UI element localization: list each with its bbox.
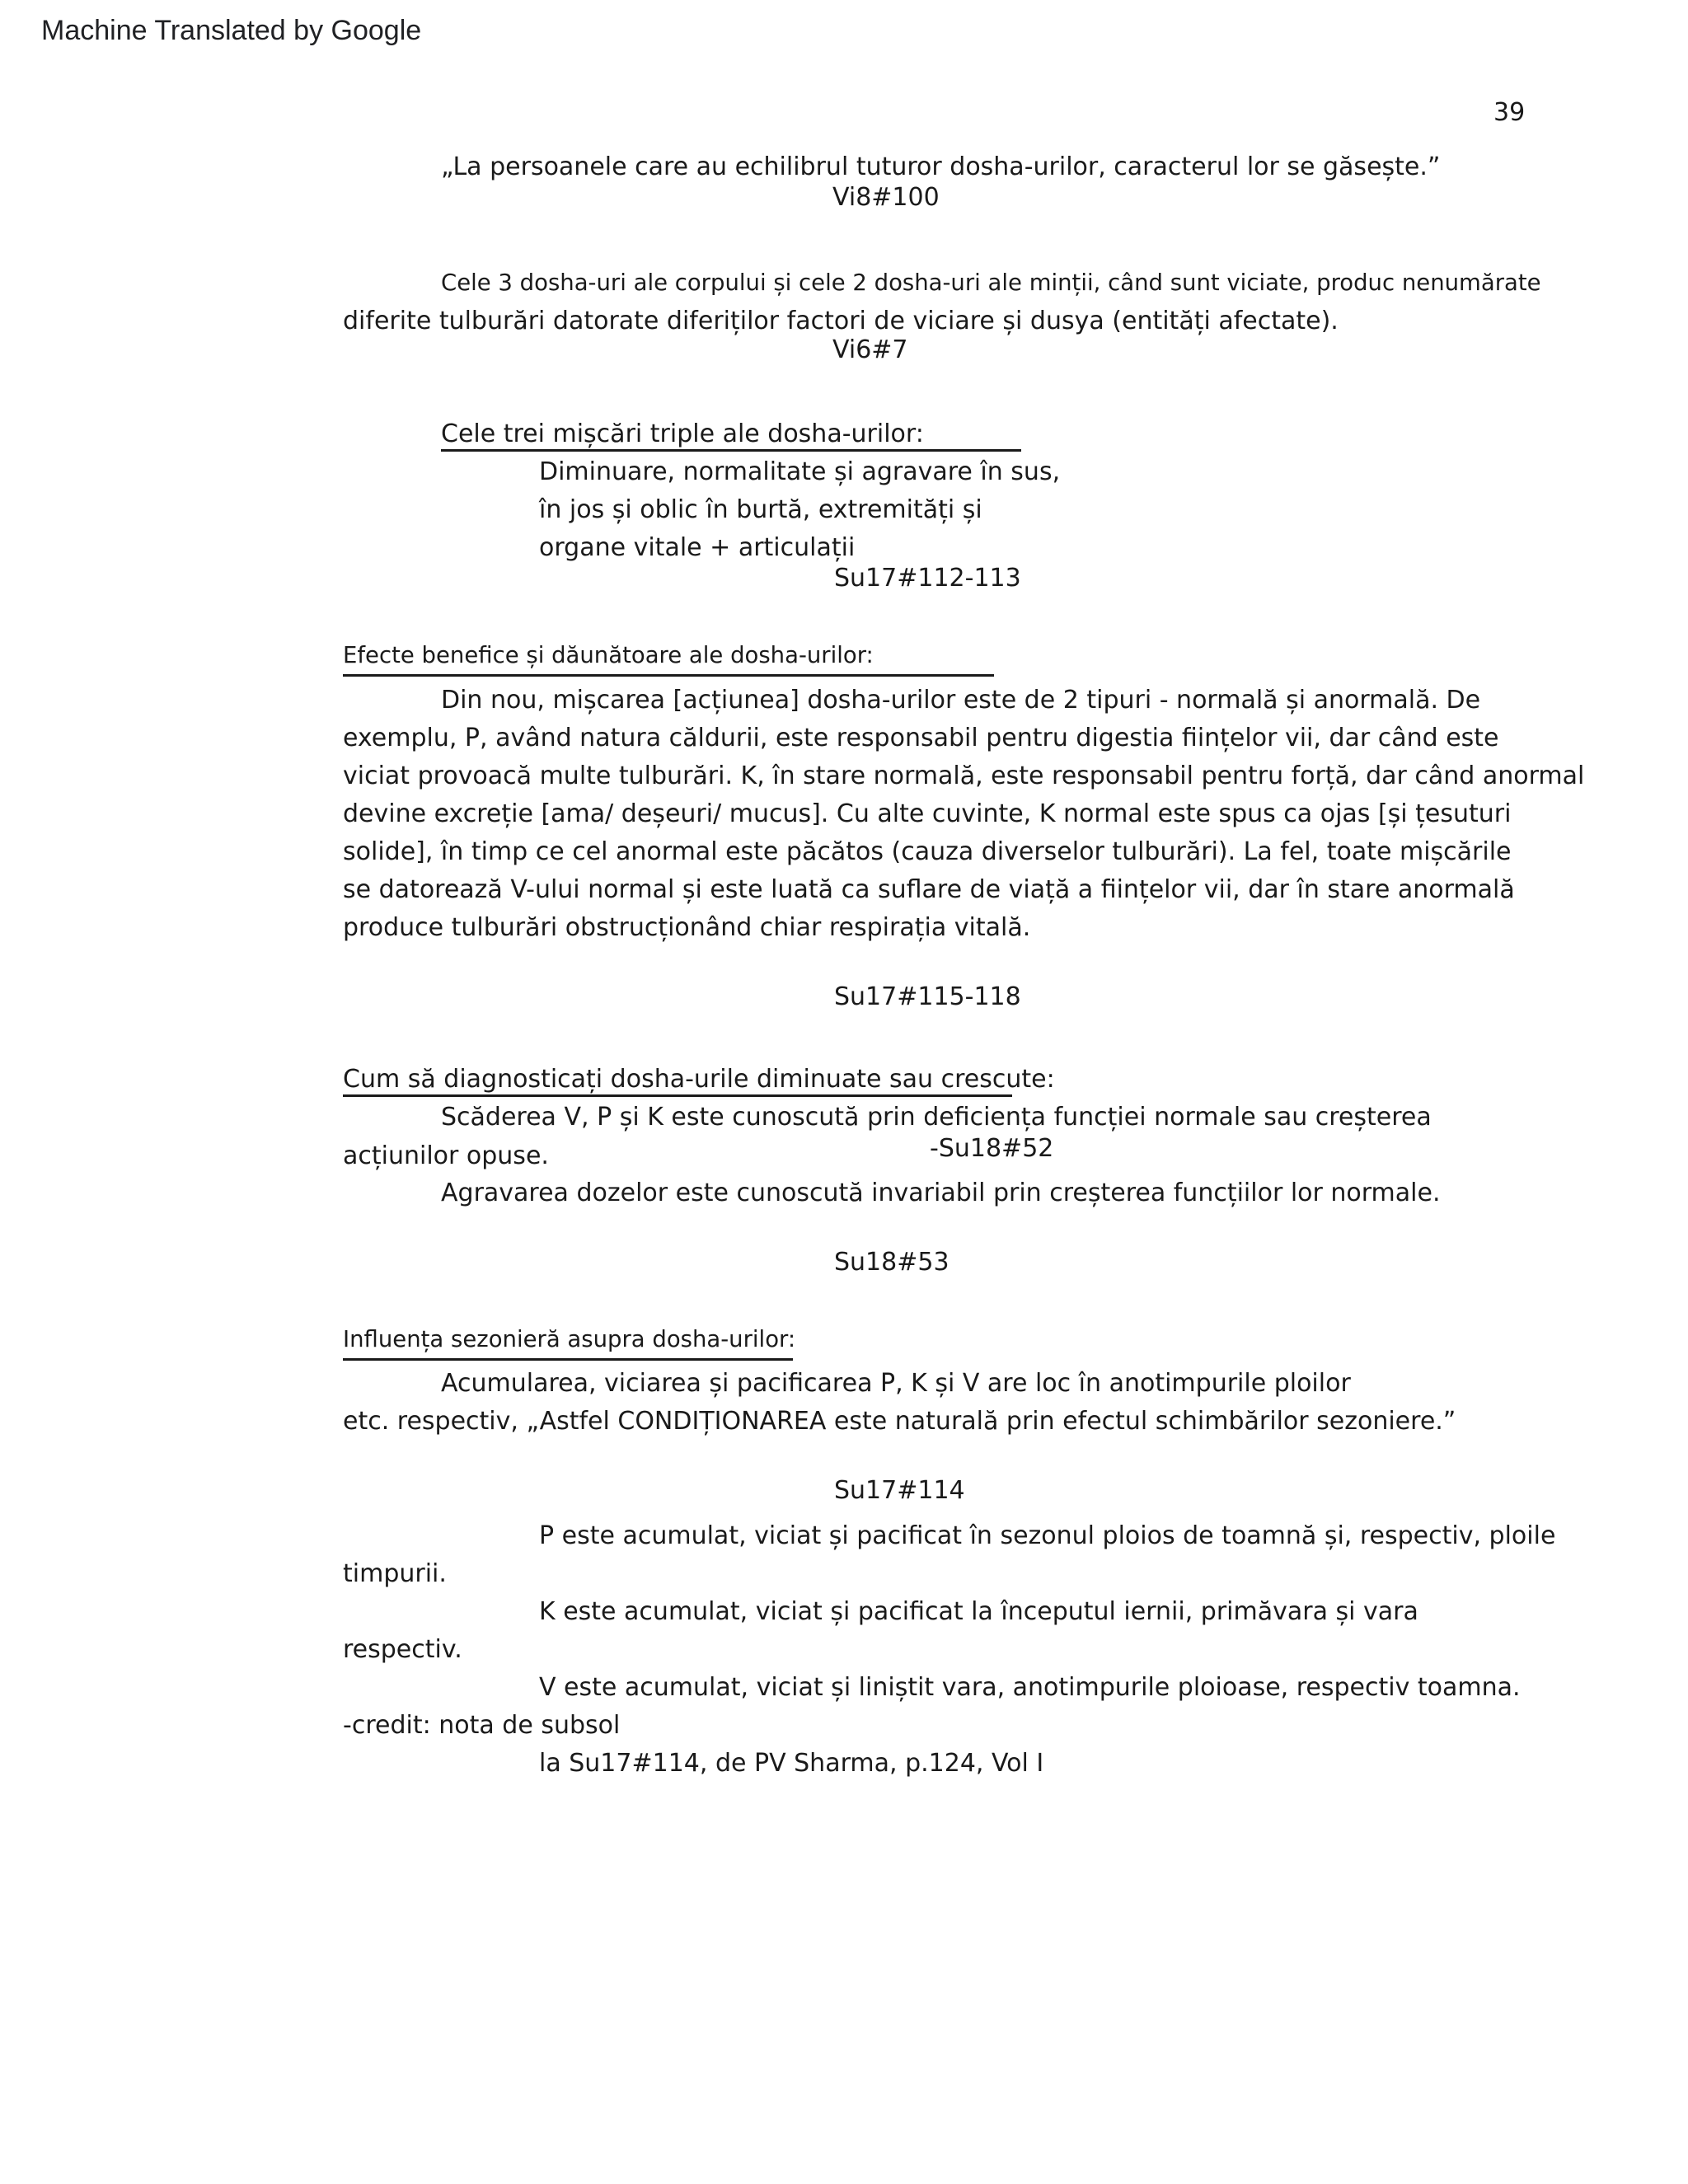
paragraph-line: K este acumulat, viciat și pacificat la începutul iernii, primăvara și vara [539,1597,1418,1626]
page-number: 39 [1493,98,1526,127]
paragraph-line: diferite tulburări datorate diferiților factori de viciare și dusya (entități afectate). [343,307,1339,335]
paragraph-line: exemplu, P, având natura căldurii, este responsabil pentru digestia ființelor vii, dar când este [343,724,1499,752]
heading-underline [343,1094,1012,1097]
paragraph-line: devine excreție [ama/ deșeuri/ mucus]. Cu alte cuvinte, K normal este spus ca ojas [și țesuturi [343,799,1512,828]
quote-reference: Vi8#100 [832,183,940,212]
section-reference: Su17#112-113 [834,564,1021,593]
section-heading: Cele trei mișcări triple ale dosha-urilor: [441,419,924,448]
paragraph-line: se datorează V-ului normal și este luată ca suflare de viață a ființelor vii, dar în stare anormală [343,875,1515,904]
credit-line: la Su17#114, de PV Sharma, p.124, Vol I [539,1749,1044,1778]
inline-reference: -Su18#52 [930,1134,1054,1163]
paragraph-line: timpurii. [343,1559,447,1588]
paragraph-line: respectiv. [343,1635,462,1664]
paragraph-line: Agravarea dozelor este cunoscută invariabil prin creșterea funcțiilor lor normale. [441,1179,1441,1207]
paragraph-line: P este acumulat, viciat și pacificat în sezonul ploios de toamnă și, respectiv, ploile [539,1521,1556,1550]
section-reference: Su18#53 [834,1248,950,1277]
heading-underline [441,449,1021,452]
list-line: Diminuare, normalitate și agravare în sus, [539,457,1061,486]
paragraph-line: Din nou, mișcarea [acțiunea] dosha-urilor este de 2 tipuri - normală și anormală. De [441,686,1481,715]
paragraph-reference: Vi6#7 [832,335,908,364]
section-heading: Cum să diagnosticați dosha-urile diminuate sau crescute: [343,1065,1055,1094]
section-heading: Efecte benefice și dăunătoare ale dosha-urilor: [343,642,874,668]
paragraph-line: acțiunilor opuse. [343,1141,549,1170]
section-reference: Su17#115-118 [834,982,1021,1011]
section-reference: Su17#114 [834,1476,965,1505]
machine-translation-banner: Machine Translated by Google [41,15,422,46]
quote-text: „La persoanele care au echilibrul tuturor dosha-urilor, caracterul lor se găsește.” [441,152,1441,181]
list-line: organe vitale + articulații [539,533,856,562]
paragraph-line: etc. respectiv, „Astfel CONDIȚIONAREA este naturală prin efectul schimbărilor sezoniere.” [343,1407,1456,1436]
paragraph-line: Acumularea, viciarea și pacificarea P, K și V are loc în anotimpurile ploilor [441,1369,1351,1398]
section-heading: Influența sezonieră asupra dosha-urilor: [343,1326,796,1352]
credit-line: -credit: nota de subsol [343,1711,621,1740]
paragraph-line: solide], în timp ce cel anormal este păcătos (cauza diverselor tulburări). La fel, toate mișcările [343,837,1512,866]
paragraph-line: Cele 3 dosha-uri ale corpului și cele 2 dosha-uri ale minții, când sunt viciate, produc nenumărate [441,269,1541,296]
heading-underline [343,1358,793,1361]
heading-underline [343,674,994,677]
paragraph-line: Scăderea V, P și K este cunoscută prin deficiența funcției normale sau creșterea [441,1103,1432,1132]
list-line: în jos și oblic în burtă, extremități și [539,495,982,524]
paragraph-line: viciat provoacă multe tulburări. K, în stare normală, este responsabil pentru forță, dar când anormal [343,762,1585,790]
paragraph-line: V este acumulat, viciat și liniștit vara, anotimpurile ploioase, respectiv toamna. [539,1673,1521,1702]
paragraph-line: produce tulburări obstrucționând chiar respirația vitală. [343,913,1031,942]
